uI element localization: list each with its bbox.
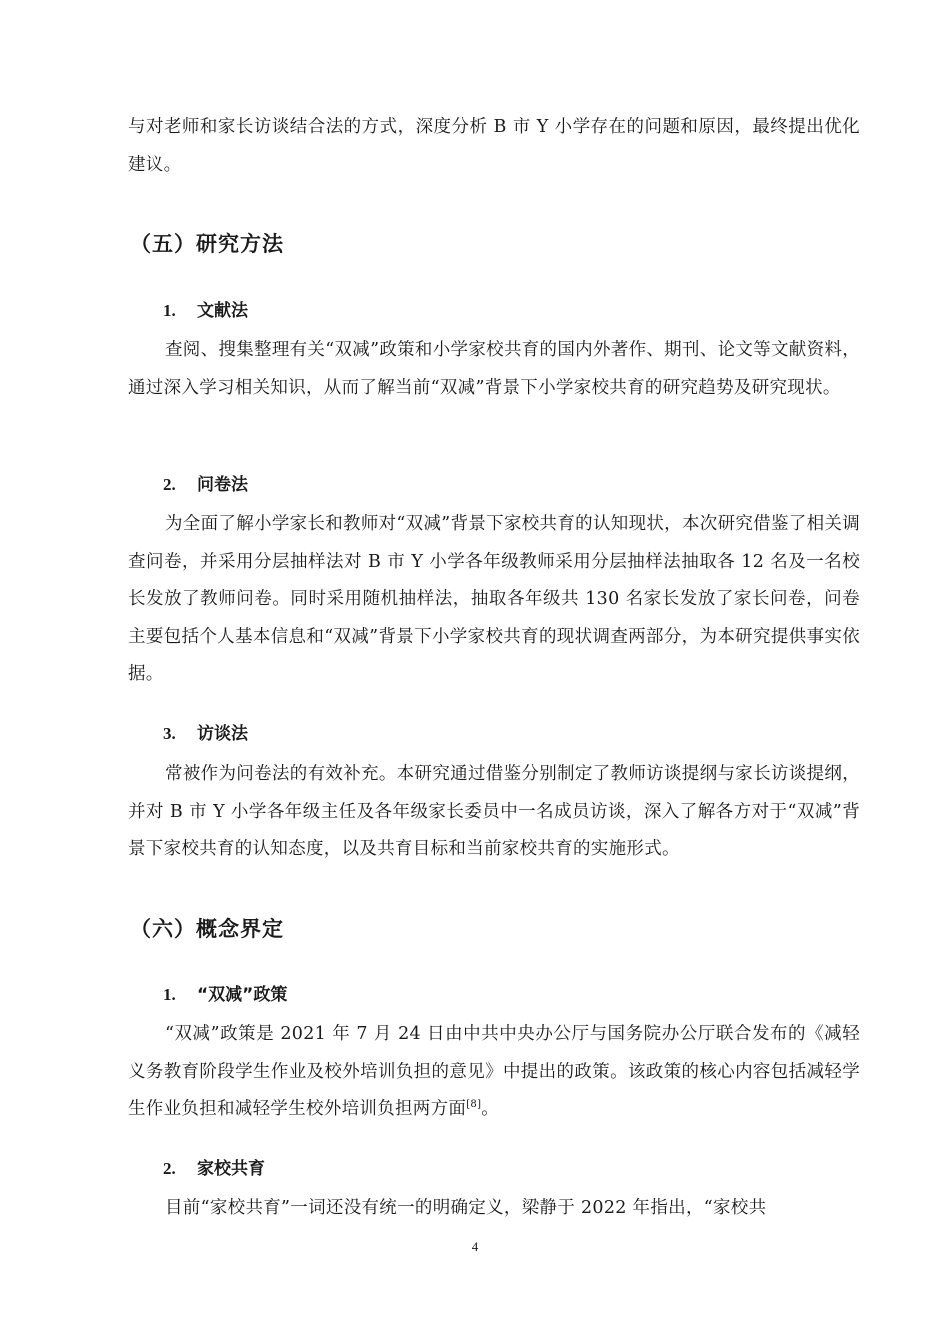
method-3-number: 3.	[163, 724, 176, 743]
section-5-heading: （五）研究方法	[130, 232, 284, 256]
concept-2-heading	[163, 1154, 265, 1179]
method-2-heading	[163, 470, 248, 495]
method-1-number: 1.	[163, 301, 176, 320]
method-1-paragraph: 查阅、搜集整理有关“双减”政策和小学家校共育的国内外著作、期刊、论文等文献资料，通过深入学习相关知识，从而了解当前“双减”背景下小学家校共育的研究趋势及研究现状。	[128, 340, 860, 398]
page-number: 4	[471, 1239, 479, 1254]
method-2-title: 问卷法	[197, 475, 248, 495]
concept-1-text: “双减”政策是 2021 年 7 月 24 日由中共中央办公厅与国务院办公厅联合发布的《减轻义务教育阶段学生作业及校外培训负担的意见》中提出的政策。该政策的核心内容包括减轻学生作业负担和减轻学生校外培训负担两方面	[128, 1024, 860, 1119]
concept-1-text-end: 。	[481, 1099, 500, 1119]
concept-1-heading	[163, 980, 287, 1005]
concept-1-title: “双减”政策	[197, 985, 288, 1005]
method-3-title: 访谈法	[197, 724, 248, 744]
intro-paragraph: 与对老师和家长访谈结合法的方式，深度分析 B 市 Y 小学存在的问题和原因，最终提出优化建议。	[128, 117, 860, 175]
concept-2-paragraph: 目前“家校共育”一词还没有统一的明确定义，梁静于 2022 年指出，“家校共	[165, 1198, 767, 1218]
concept-1-paragraph	[128, 1016, 860, 1129]
method-2-number: 2.	[163, 475, 176, 494]
method-3-paragraph: 常被作为问卷法的有效补充。本研究通过借鉴分别制定了教师访谈提纲与家长访谈提纲，并对 B 市 Y 小学各年级主任及各年级家长委员中一名成员访谈，深入了解各方对于“双减”背景下家校共育的认知态度，以及共育目标和当前家校共育的实施形式。	[128, 764, 860, 859]
section-6-heading: （六）概念界定	[130, 917, 284, 941]
method-2-paragraph: 为全面了解小学家长和教师对“双减”背景下家校共育的认知现状，本次研究借鉴了相关调查问卷，并采用分层抽样法对 B 市 Y 小学各年级教师采用分层抽样法抽取各 12 名及一名校长发放了教师问卷。同时采用随机抽样法，抽取各年级共 130 名家长发放了家长问卷，问卷主要包括个人基本信息和“双减”背景下小学家校共育的现状调查两部分，为本研究提供事实依据。	[128, 514, 860, 684]
citation-ref: [8]	[466, 1099, 482, 1111]
method-1-title: 文献法	[197, 301, 248, 321]
method-1-heading	[163, 296, 248, 321]
concept-2-number: 2.	[163, 1159, 176, 1178]
concept-2-title: 家校共育	[197, 1159, 265, 1179]
method-3-heading	[163, 719, 248, 744]
concept-1-number: 1.	[163, 985, 176, 1004]
